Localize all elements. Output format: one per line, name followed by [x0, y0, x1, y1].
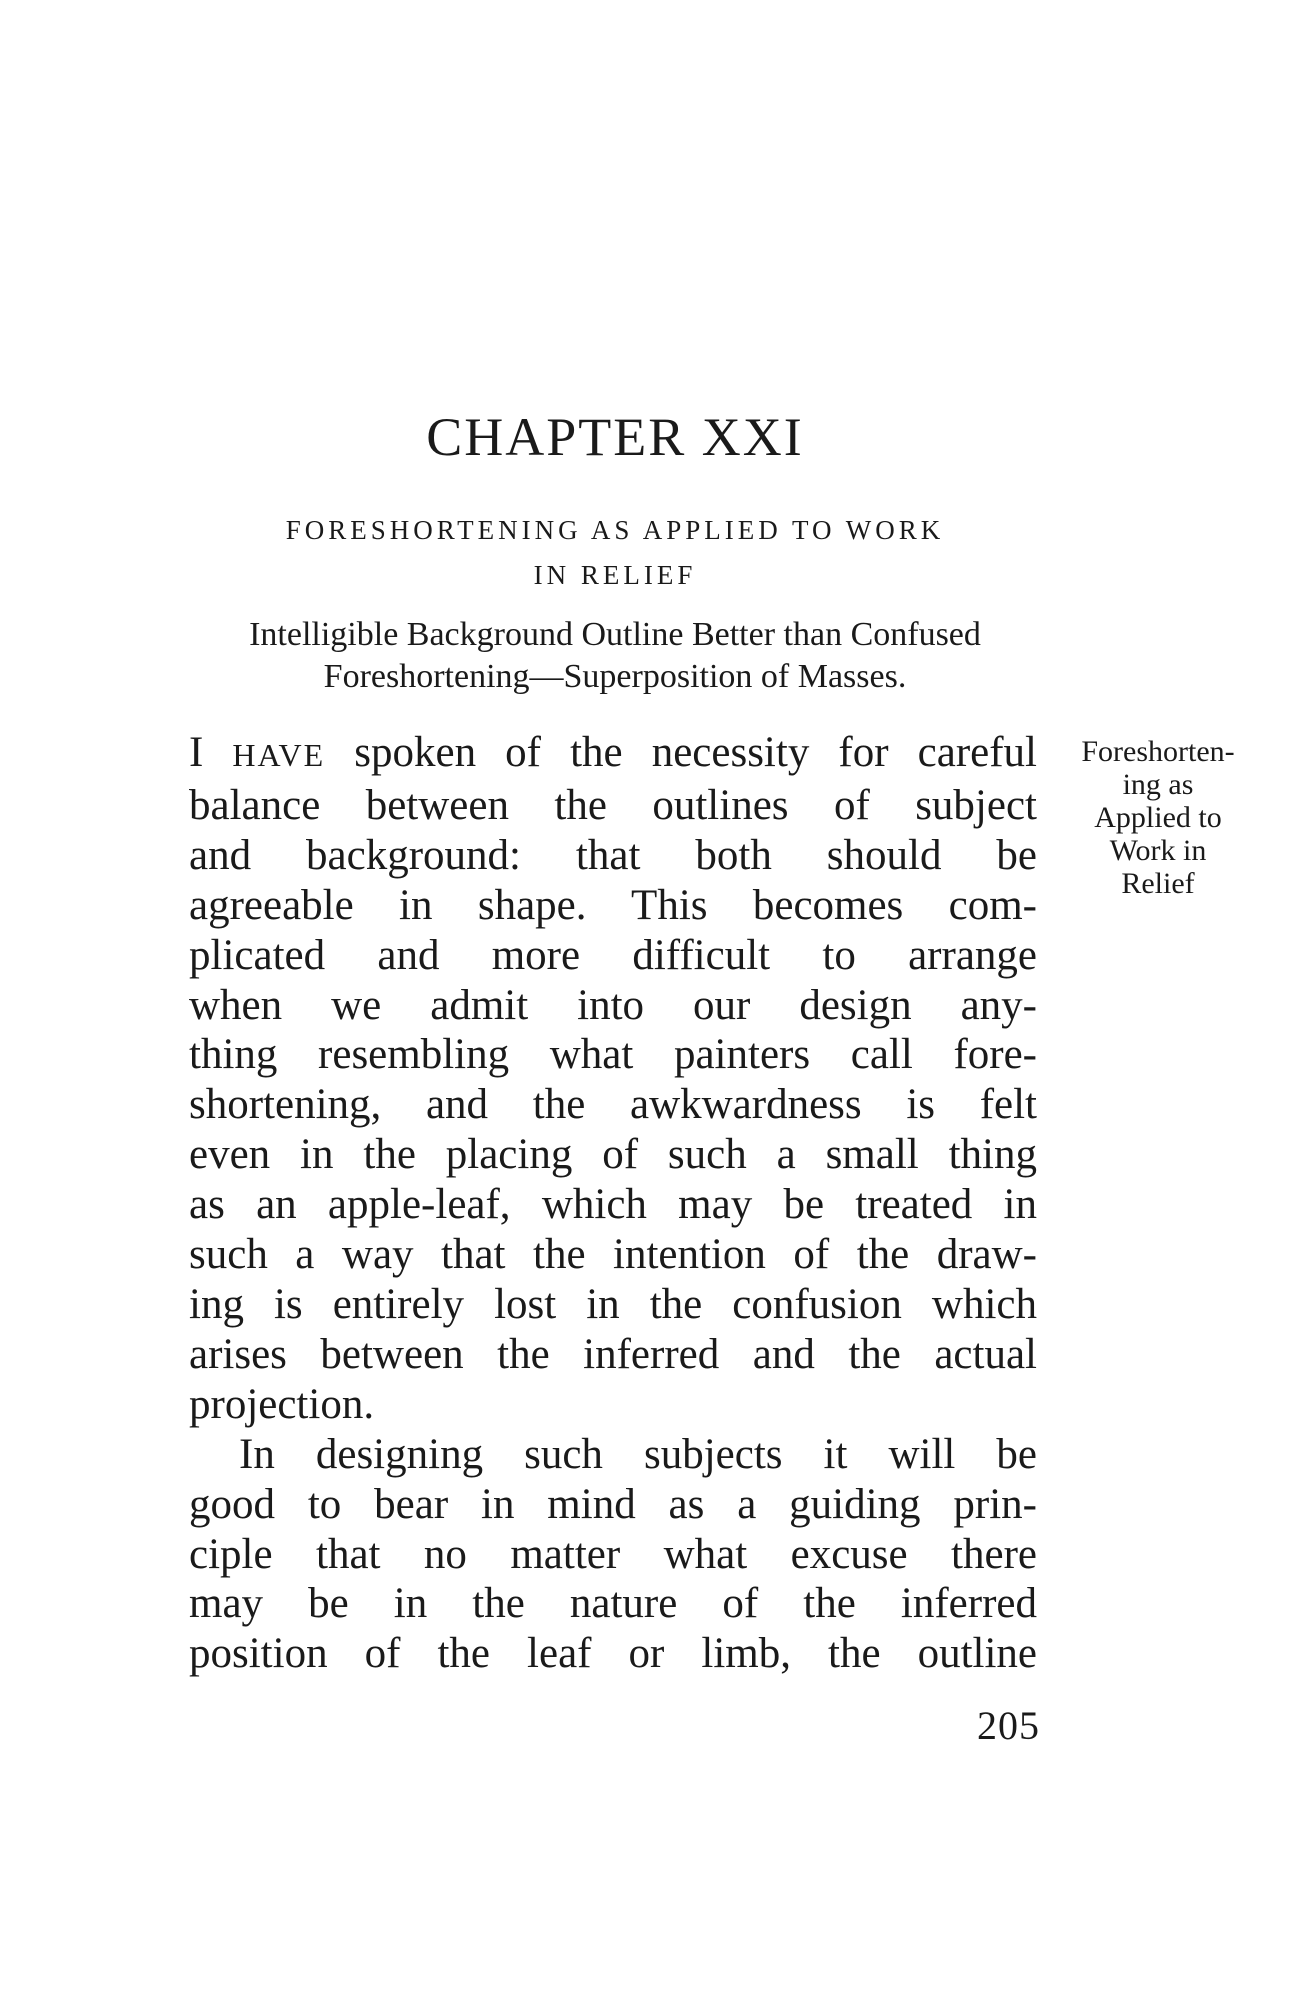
first-line-text: spoken of the necessity for careful: [354, 729, 1037, 776]
text-line: agreeable in shape. This becomes com-: [189, 881, 1037, 929]
text-line: as an apple-leaf, which may be treated in: [189, 1181, 1037, 1229]
text-line: arises between the inferred and the actual: [189, 1330, 1037, 1378]
margin-note-line: Applied to: [1094, 801, 1222, 834]
text-line: plicated and more difficult to arrange: [189, 931, 1037, 979]
chapter-summary-line: Intelligible Background Outline Better than Confused: [249, 616, 981, 653]
text-line: shortening, and the awkwardness is felt: [189, 1081, 1037, 1129]
text-line: thing resembling what painters call fore-: [189, 1031, 1037, 1079]
text-line: [189, 728, 1037, 781]
opening-word: I: [189, 729, 204, 776]
margin-note-line: Relief: [1121, 867, 1195, 900]
text-line: when we admit into our design any-: [189, 981, 1037, 1029]
small-caps-word: HAVE: [232, 737, 326, 773]
text-line: and background: that both should be: [189, 831, 1037, 879]
chapter-subtitle-line: IN RELIEF: [533, 560, 697, 590]
chapter-subtitle: [190, 508, 1040, 598]
margin-note-line: ing as: [1122, 768, 1194, 801]
chapter-summary: [190, 614, 1040, 698]
chapter-title: CHAPTER XXI: [426, 407, 804, 467]
page-number: 205: [977, 1703, 1040, 1748]
text-line: balance between the outlines of subject: [189, 781, 1037, 829]
chapter-summary-line: Foreshortening—Superposition of Masses.: [323, 658, 907, 695]
paragraph-1: [189, 728, 1037, 1430]
text-line: position of the leaf or limb, the outline: [189, 1630, 1037, 1678]
margin-note: [1058, 735, 1258, 900]
text-line: good to bear in mind as a guiding prin-: [189, 1480, 1037, 1528]
text-line: ciple that no matter what excuse there: [189, 1530, 1037, 1578]
text-line: ing is entirely lost in the confusion which: [189, 1280, 1037, 1328]
margin-note-line: Work in: [1109, 834, 1207, 867]
margin-note-line: Foreshorten-: [1081, 735, 1235, 768]
text-line: such a way that the intention of the draw-: [189, 1231, 1037, 1279]
text-line: may be in the nature of the inferred: [189, 1580, 1037, 1628]
body-text: [189, 728, 1037, 1679]
text-line: projection.: [189, 1380, 375, 1428]
text-line: In designing such subjects it will be: [239, 1430, 1037, 1478]
paragraph-2: [189, 1430, 1037, 1680]
chapter-subtitle-line: FORESHORTENING AS APPLIED TO WORK: [285, 515, 945, 545]
text-line: even in the placing of such a small thing: [189, 1131, 1037, 1179]
